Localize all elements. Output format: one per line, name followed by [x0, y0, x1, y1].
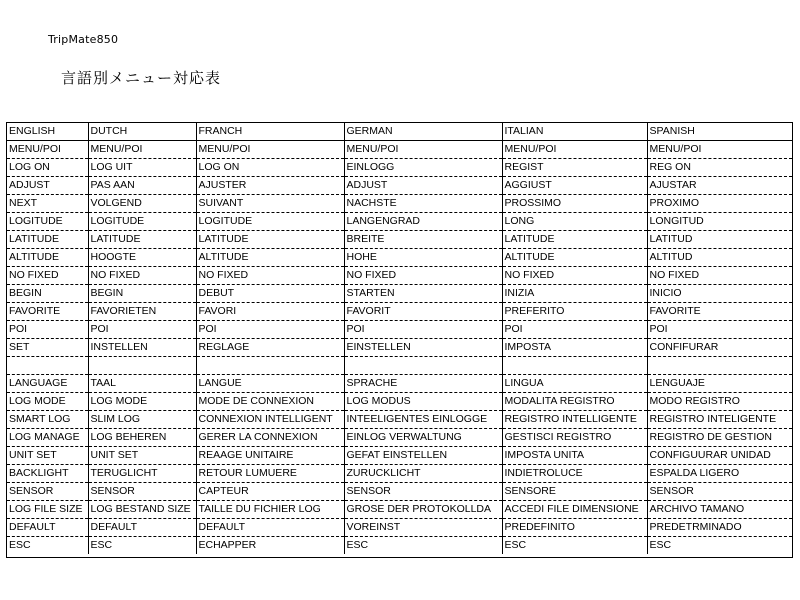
table-cell: PAS AAN — [88, 177, 196, 195]
table-row — [7, 177, 792, 195]
table-cell: HOHE — [344, 249, 502, 267]
table-cell: BACKLIGHT — [7, 465, 88, 483]
table-cell: ARCHIVO TAMANO — [647, 501, 792, 519]
table-row — [7, 537, 792, 555]
table-row — [7, 159, 792, 177]
table-cell: AGGIUST — [502, 177, 647, 195]
table-cell: FAVORIT — [344, 303, 502, 321]
table-cell: SENSOR — [88, 483, 196, 501]
table-cell: MODO REGISTRO — [647, 393, 792, 411]
table-cell: LOGITUDE — [88, 213, 196, 231]
table-cell: TERUGLICHT — [88, 465, 196, 483]
table-cell: POI — [502, 321, 647, 339]
table-cell: LATITUDE — [88, 231, 196, 249]
table-cell: ALTITUDE — [196, 249, 344, 267]
table-cell: ESC — [502, 537, 647, 555]
table-cell: NO FIXED — [647, 267, 792, 285]
table-cell: CONFIFURAR — [647, 339, 792, 357]
table-cell: LOG MANAGE — [7, 429, 88, 447]
table-header-row — [7, 123, 792, 141]
table-row — [7, 483, 792, 501]
table-cell: LATITUDE — [7, 231, 88, 249]
table-row — [7, 501, 792, 519]
table-cell: ACCEDI FILE DIMENSIONE — [502, 501, 647, 519]
table-row — [7, 303, 792, 321]
table-cell: SUIVANT — [196, 195, 344, 213]
table-cell: LOG ON — [7, 159, 88, 177]
table-cell — [196, 357, 344, 375]
table-cell: PROXIMO — [647, 195, 792, 213]
table-row — [7, 519, 792, 537]
table-cell: FAVORITE — [647, 303, 792, 321]
table-cell: SMART LOG — [7, 411, 88, 429]
table-cell: SET — [7, 339, 88, 357]
table-cell: ADJUST — [7, 177, 88, 195]
table-cell: PROSSIMO — [502, 195, 647, 213]
table-cell: LENGUAJE — [647, 375, 792, 393]
header-french: FRANCH — [196, 123, 344, 141]
table-cell: SPRACHE — [344, 375, 502, 393]
table-cell: REAAGE UNITAIRE — [196, 447, 344, 465]
table-row — [7, 393, 792, 411]
table-cell: REG ON — [647, 159, 792, 177]
header-german: GERMAN — [344, 123, 502, 141]
table-cell: LANGENGRAD — [344, 213, 502, 231]
table-cell: BREITE — [344, 231, 502, 249]
table-cell: LATITUDE — [196, 231, 344, 249]
table-cell: BEGIN — [7, 285, 88, 303]
table-cell: LOG MODUS — [344, 393, 502, 411]
table-cell: ESC — [344, 537, 502, 555]
table-cell: GERER LA CONNEXION — [196, 429, 344, 447]
table-cell: LOG BESTAND SIZE — [88, 501, 196, 519]
table-cell: MENU/POI — [502, 141, 647, 159]
table-cell: POI — [344, 321, 502, 339]
table-row — [7, 465, 792, 483]
table-cell: DEFAULT — [88, 519, 196, 537]
table-cell: POI — [88, 321, 196, 339]
table-cell: ECHAPPER — [196, 537, 344, 555]
table-cell: PREFERITO — [502, 303, 647, 321]
table-cell: DEFAULT — [7, 519, 88, 537]
table-cell: REGISTRO INTELLIGENTE — [502, 411, 647, 429]
table-row — [7, 357, 792, 375]
table-cell: TAAL — [88, 375, 196, 393]
table-cell: AJUSTER — [196, 177, 344, 195]
table-cell: ZURUCKLICHT — [344, 465, 502, 483]
table-cell: NO FIXED — [7, 267, 88, 285]
table-cell: ALTITUDE — [502, 249, 647, 267]
table-cell — [7, 357, 88, 375]
table-cell: CONFIGUURAR UNIDAD — [647, 447, 792, 465]
table-cell: INIZIA — [502, 285, 647, 303]
table-row — [7, 375, 792, 393]
table-row — [7, 285, 792, 303]
table-cell: LONGITUD — [647, 213, 792, 231]
header-italian: ITALIAN — [502, 123, 647, 141]
table-cell: ESPALDA LIGERO — [647, 465, 792, 483]
table-cell: MENU/POI — [7, 141, 88, 159]
header-spanish: SPANISH — [647, 123, 792, 141]
table-cell: LOG UIT — [88, 159, 196, 177]
table-cell: ADJUST — [344, 177, 502, 195]
table-row — [7, 447, 792, 465]
table-cell: NO FIXED — [344, 267, 502, 285]
table-cell: LANGUE — [196, 375, 344, 393]
table-cell: LATITUD — [647, 231, 792, 249]
table-cell: EINLOG VERWALTUNG — [344, 429, 502, 447]
table-cell: AJUSTAR — [647, 177, 792, 195]
table-cell: CONNEXION INTELLIGENT — [196, 411, 344, 429]
table-cell: MENU/POI — [88, 141, 196, 159]
header-english: ENGLISH — [7, 123, 88, 141]
table-cell: SENSOR — [344, 483, 502, 501]
language-menu-table — [6, 122, 793, 558]
table-cell: BEGIN — [88, 285, 196, 303]
table-cell: ESC — [9, 539, 31, 551]
table-cell: GESTISCI REGISTRO — [502, 429, 647, 447]
table-cell: LONG — [502, 213, 647, 231]
table-cell: LOGITUDE — [7, 213, 88, 231]
table-cell: REGISTRO DE GESTION — [647, 429, 792, 447]
table-cell — [344, 357, 502, 375]
table-cell: GROSE DER PROTOKOLLDA — [344, 501, 502, 519]
document-subtitle: 言語別メニュー対応表 — [61, 69, 222, 87]
table-cell: SENSOR — [7, 483, 88, 501]
header-dutch: DUTCH — [88, 123, 196, 141]
table-row — [7, 195, 792, 213]
table-cell: REGISTRO INTELIGENTE — [647, 411, 792, 429]
table-cell: LOGITUDE — [196, 213, 344, 231]
table-cell: NO FIXED — [502, 267, 647, 285]
table-row — [7, 429, 792, 447]
table-cell: DEBUT — [196, 285, 344, 303]
table-cell: NO FIXED — [88, 267, 196, 285]
table-cell: REGIST — [502, 159, 647, 177]
table-cell: INICIO — [647, 285, 792, 303]
table-cell: EINLOGG — [344, 159, 502, 177]
table-body — [7, 141, 792, 555]
table-cell: PREDETRMINADO — [647, 519, 792, 537]
table-cell: FAVORIETEN — [88, 303, 196, 321]
table-cell: IMPOSTA — [502, 339, 647, 357]
table-cell — [647, 357, 792, 375]
table-cell: FAVORI — [196, 303, 344, 321]
table-cell: UNIT SET — [7, 447, 88, 465]
table-row — [7, 339, 792, 357]
table-cell: MENU/POI — [196, 141, 344, 159]
table-cell: LOG FILE SIZE — [7, 501, 88, 519]
table-cell: SENSORE — [502, 483, 647, 501]
table-cell: UNIT SET — [88, 447, 196, 465]
table-cell: CAPTEUR — [196, 483, 344, 501]
table-cell: NEXT — [7, 195, 88, 213]
table-cell: IMPOSTA UNITA — [502, 447, 647, 465]
table-cell: INDIETROLUCE — [502, 465, 647, 483]
table-cell: GEFAT EINSTELLEN — [344, 447, 502, 465]
table-cell: EINSTELLEN — [344, 339, 502, 357]
table-cell: SLIM LOG — [88, 411, 196, 429]
table-cell: FAVORITE — [7, 303, 88, 321]
table-cell: LANGUAGE — [7, 375, 88, 393]
document-title: TripMate850 — [48, 33, 119, 46]
table-cell: MODALITA REGISTRO — [502, 393, 647, 411]
table-row — [7, 321, 792, 339]
table-row — [7, 249, 792, 267]
table-row — [7, 213, 792, 231]
table-cell: LOG ON — [196, 159, 344, 177]
table-cell: LINGUA — [502, 375, 647, 393]
table-cell: NO FIXED — [196, 267, 344, 285]
table-cell — [502, 357, 647, 375]
table-cell: TAILLE DU FICHIER LOG — [196, 501, 344, 519]
table-row — [7, 231, 792, 249]
table-cell: MENU/POI — [647, 141, 792, 159]
table-cell: LOG BEHEREN — [88, 429, 196, 447]
table-row — [7, 267, 792, 285]
table-cell: LOG MODE — [88, 393, 196, 411]
table-cell: RETOUR LUMUERE — [196, 465, 344, 483]
table-cell: POI — [647, 321, 792, 339]
table-row — [7, 411, 792, 429]
table-cell: SENSOR — [647, 483, 792, 501]
table-cell: MENU/POI — [344, 141, 502, 159]
table-cell: INSTELLEN — [88, 339, 196, 357]
table-cell: NACHSTE — [344, 195, 502, 213]
table-cell: VOLGEND — [88, 195, 196, 213]
table-cell: POI — [7, 321, 88, 339]
table-cell: ESC — [88, 537, 196, 555]
table-cell: ALTITUDE — [7, 249, 88, 267]
table-cell: HOOGTE — [88, 249, 196, 267]
table-cell — [88, 357, 196, 375]
table-cell: INTEELIGENTES EINLOGGE — [344, 411, 502, 429]
table-cell: VOREINST — [344, 519, 502, 537]
table-cell: ALTITUD — [647, 249, 792, 267]
table-cell: POI — [196, 321, 344, 339]
table-cell: MODE DE CONNEXION — [196, 393, 344, 411]
table-row — [7, 141, 792, 159]
table-cell: LOG MODE — [7, 393, 88, 411]
table-cell: ESC — [647, 537, 792, 555]
table-cell: REGLAGE — [196, 339, 344, 357]
table-cell: DEFAULT — [196, 519, 344, 537]
table-cell: LATITUDE — [502, 231, 647, 249]
table-cell: STARTEN — [344, 285, 502, 303]
table-cell: PREDEFINITO — [502, 519, 647, 537]
